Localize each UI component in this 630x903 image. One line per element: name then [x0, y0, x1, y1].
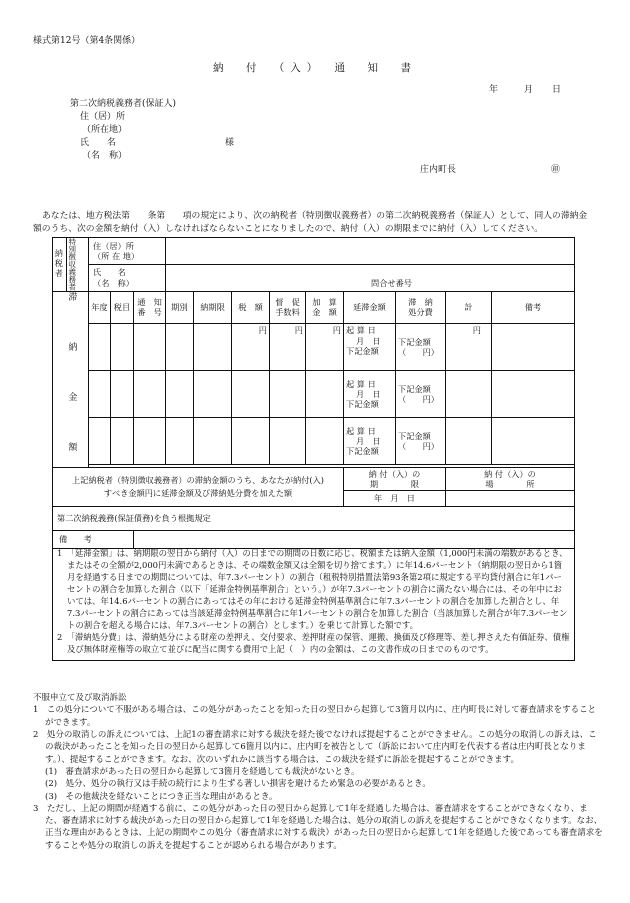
sub-amount-value: （ 円） [398, 394, 439, 405]
calc-start-label: 起 算 日 [346, 425, 376, 436]
calc-start-label: 起 算 日 [346, 378, 376, 389]
deadline-label-1: 納 付（入）の [368, 468, 421, 479]
taxpayer-label: 納税者 [54, 249, 64, 280]
col-total: 計 [446, 291, 492, 324]
recipient-name-label: 氏 名 [80, 138, 117, 148]
calc-amount-label: 下記金額 [346, 446, 379, 457]
form-number: 様式第12号（第4条関係） [33, 36, 141, 46]
appeal-sub-2: (2) 処分、処分の執行又は手続の続行により生ずる著しい損害を避けるため緊急の必要があるとき。 [45, 779, 431, 790]
sub-amount-label: 下記金額 [398, 383, 431, 394]
deadline-date: 年 月 日 [344, 491, 446, 507]
withholder-label: 特別徴収義務者 [67, 238, 77, 291]
col-remarks: 備考 [492, 291, 575, 324]
calc-date-label: 月 日 [356, 335, 381, 346]
yen-unit: 円 [270, 324, 306, 371]
intro-paragraph: あなたは、地方税法第 条第 項の規定により、次の納税者（特別徴収義務者）の第二次納税義務者（保証人）として、同人の滞納金額のうち、次の金額を納付（入）しなければならないことになりましたので、納付（入）の期限までに納付（入）してください。 [33, 211, 588, 234]
col-notice-no: 通 知 番 号 [134, 291, 166, 324]
addr-label-1: 住（居）所 [93, 240, 134, 251]
appeal-section [33, 692, 603, 852]
issuer-title: 庄内町長 [420, 165, 457, 175]
document-title: 納 付 （入） 通 知 書 [213, 62, 417, 74]
deadline-label-2: 期 限 [369, 478, 420, 489]
sub-amount-value: （ 円） [398, 441, 439, 452]
calc-start-label: 起 算 日 [346, 325, 376, 336]
col-tax-amount: 税 額 [232, 291, 270, 324]
seal-mark: ㊞ [551, 165, 561, 175]
calc-amount-label: 下記金額 [346, 399, 379, 410]
notes-box [52, 545, 575, 661]
place-label-2: 場 所 [485, 478, 535, 489]
note-late-fee: 1 「延滞金額」は、納期限の翌日から納付（入）の日までの期間の日数に応じ、税額または納入金額（1,000円未満の端数があるとき、またはその全額が2,000円未満であるときは、その端数金額又は全額を切り捨てます。）に年14.6パーセント（納期限の翌日から1箇月を経過する日までの期間については、年7.3パーセント）の割合（租税特別措置法第93条第2項に規定する平均貸付割合に年1パーセントの割合を加算した割合（以下「延滞金特例基準割合」という。）が年7.3パーセントの割合に満たない場合には、その年中においては、年14.6パーセントの割合にあってはその年における延滞金特例基準割合に年7.3パーセントの割合を加算した割合とし、年7.3パーセントの割合にあっては当該延滞金特例基準割合に年1パーセントの割合を加算した割合（当該加算した割合が年7.3パーセントの割合を超える場合には、年7.3パーセントの割合）とします。）を乗じて計算した額です。 [57, 548, 568, 630]
col-reminder-fee: 督 促 手数料 [270, 291, 306, 324]
remarks-label: 備 考 [53, 531, 134, 549]
basis-label: 第二次納税義務(保証債務)を負う根拠規定 [53, 507, 575, 531]
place-label-1: 納 付（入）の [484, 468, 536, 479]
recipient-name-sub: （名 称） [82, 151, 128, 161]
delinquent-amount-label: 滞 納 金 額 [66, 291, 77, 467]
appeal-sub-1: (1) 審査請求があった日の翌日から起算して3箇月を経過しても裁決がないとき。 [45, 766, 360, 777]
col-period: 期別 [166, 291, 194, 324]
appeal-heading: 不服申立て及び取消訴訟 [33, 693, 127, 703]
sub-amount-label: 下記金額 [398, 430, 431, 441]
summary-text: 上記納税者（特別徴収義務者）の滞納金額のうち、あなたが納付(入)すべき金額円に延滞金額及び滞納処分費を加えた額 [53, 467, 344, 507]
honorific: 様 [225, 138, 235, 148]
name-label-1: 氏 名 [93, 267, 126, 278]
appeal-sub-3: (3) その他裁決を経ないことにつき正当な理由があるとき。 [45, 791, 278, 802]
appeal-item-2: 2 処分の取消しの訴えについては、上記1の審査請求に対する裁決を経た後でなければ提起することができません。この処分の取消しの訴えは、この裁決があったことを知った日の翌日から起算して6箇月以内に、庄内町を被告として（訴訟において庄内町を代表する者は庄内町長となります。）、提起することができます。なお、次のいずれかに該当する場合は、この裁決を経ずに訴訟を提起することができます。 [33, 729, 597, 765]
col-year: 年度 [89, 291, 111, 324]
col-due-date: 納期限 [194, 291, 232, 324]
col-additional-amount: 加 算 金 額 [306, 291, 344, 324]
appeal-item-3: 3 ただし、上記の期間が経過する前に、この処分があった日の翌日から起算して1年を経過した場合は、審査請求をすることができなくなり、また、審査請求に対する裁決があった日の翌日から起算して1年を経過した場合は、処分の取消しの訴えを提起することができなくなります。なお、正当な理由があるときは、上記の期間やこの処分（審査請求に対する裁決）があった日の翌日から起算して1年を経過した後であっても審査請求をすることや処分の取消しの訴えを提起することが認められる場合があります。 [33, 803, 603, 851]
calc-date-label: 月 日 [356, 436, 381, 447]
recipient-address-sub: （所在地） [82, 125, 128, 135]
date-day: 日 [552, 85, 562, 95]
delinquency-table [52, 237, 575, 549]
table-row [53, 371, 575, 418]
yen-unit: 円 [232, 324, 270, 371]
table-row [53, 418, 575, 465]
addr-label-2: （所 在 地） [93, 250, 140, 261]
appeal-item-1: 1 この処分について不服がある場合は、この処分があったことを知った日の翌日から起算して3箇月以内に、庄内町長に対して審査請求をすることができます。 [33, 705, 597, 728]
yen-unit: 円 [306, 324, 344, 371]
name-label-2: （名 称） [93, 277, 134, 288]
col-late-fee: 延滞金額 [344, 291, 396, 324]
recipient-label: 第二次納税義務者(保証人) [70, 99, 177, 109]
col-tax-item: 税目 [111, 291, 134, 324]
date-year: 年 [489, 85, 499, 95]
note-disposal-cost: 2 「滞納処分費」は、滞納処分による財産の差押え、交付要求、差押財産の保管、運搬、換価及び修理等、差し押さえた有価証券、債権及び無体財産権等の取立て並びに配当に関する費用で上記（ ）内の金額は、この文書作成の日までのものです。 [57, 632, 570, 655]
calc-amount-label: 下記金額 [346, 345, 379, 356]
recipient-address-label: 住（居）所 [80, 112, 126, 122]
inquiry-number-label: 問合せ番号 [371, 277, 412, 288]
yen-unit: 円 [446, 324, 492, 371]
sub-amount-value: （ 円） [398, 347, 439, 358]
date-month: 月 [524, 85, 534, 95]
col-disposal-cost: 滞 納 処分費 [396, 291, 446, 324]
table-row [53, 324, 575, 371]
sub-amount-label: 下記金額 [398, 337, 431, 348]
calc-date-label: 月 日 [356, 389, 381, 400]
